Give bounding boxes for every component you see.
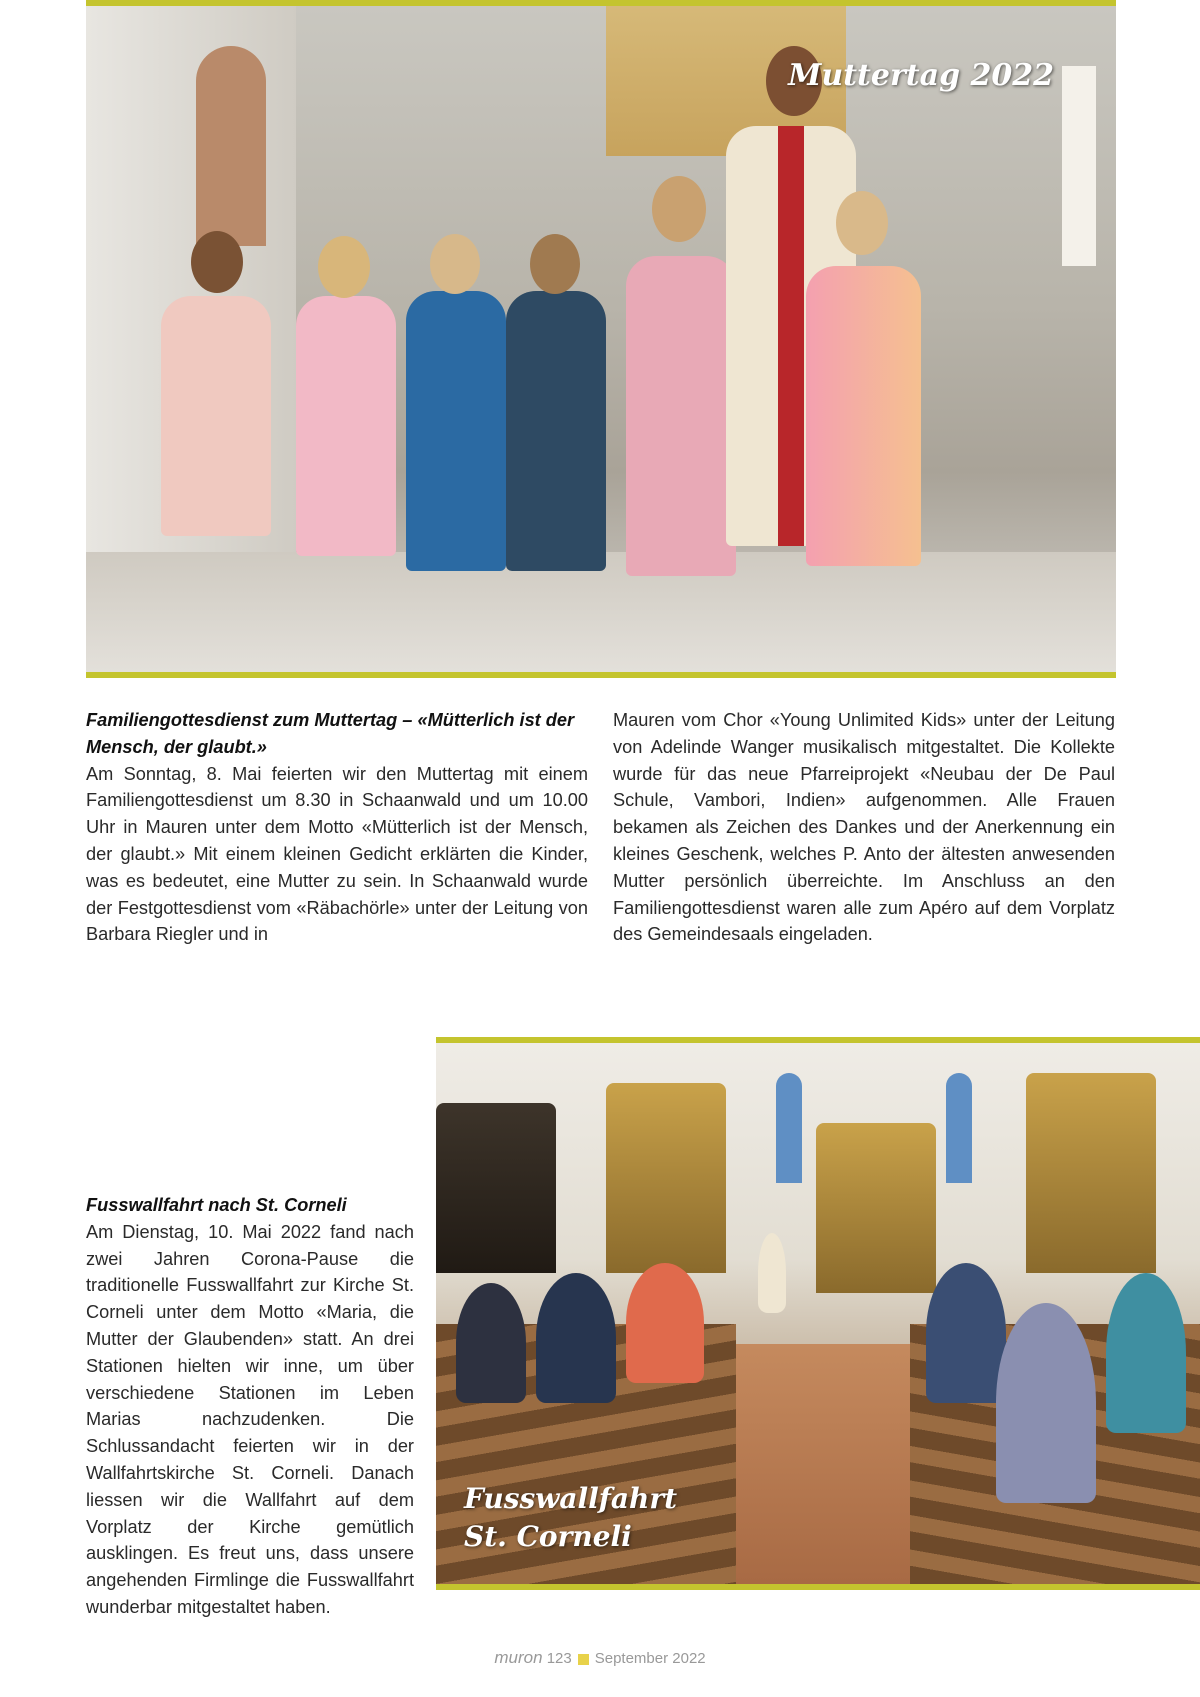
caption-line-1: Fusswallfahrt — [464, 1482, 678, 1515]
page-footer — [0, 1648, 1200, 1668]
church-window — [946, 1073, 972, 1183]
congregation-member — [926, 1263, 1006, 1403]
congregation-member — [996, 1303, 1096, 1503]
main-altar — [816, 1123, 936, 1293]
side-altar-left — [606, 1083, 726, 1273]
child-head — [318, 236, 370, 298]
magazine-name: muron — [494, 1648, 543, 1667]
article-mothers-day-col2 — [613, 707, 1115, 948]
article-body-mothers-day-part2: Mauren vom Chor «Young Unlimited Kids» unter der Leitung von Adelinde Wanger musikalisch mitgestaltet. Die Kollekte wurde für das neue Pfarreiprojekt «Neubau der De Paul Schule, Vambori, Indien» aufgenommen. Alle Frauen bekamen als Zeichen des Dankes und der Anerkennung ein kleines Geschenk, welches P. Anto der ältesten anwesenden Mutter persönlich überreichte. Im Anschluss an den Familiengottesdienst waren alle zum Apéro auf dem Vorplatz des Gemeindesaals eingeladen. — [613, 710, 1115, 945]
congregation-member — [1106, 1273, 1186, 1433]
child-figure — [161, 296, 271, 536]
mothers-day-photo — [86, 0, 1116, 678]
article-body-pilgrimage: Am Dienstag, 10. Mai 2022 fand nach zwei Jahren Corona-Pause die traditionelle Fusswallfahrt zur Kirche St. Corneli unter dem Motto «Maria, die Mutter der Glaubenden» statt. An drei Stationen hielten wir inne, um über verschiedene Stationen im Leben Marias nachzudenken. Die Schlussandacht feierten wir in der Wallfahrtskirche St. Corneli. Danach liessen wir die Wallfahrt auf dem Vorplatz der Kirche gemütlich ausklingen. Es freut uns, dass unsere angehenden Firmlinge die Fusswallfahrt wunderbar mitgestaltet haben. — [86, 1221, 414, 1617]
child-figure — [406, 291, 506, 571]
issue-date: September 2022 — [594, 1650, 706, 1667]
child-head — [652, 176, 706, 242]
child-head — [430, 234, 480, 294]
issue-number: 123 — [546, 1650, 572, 1667]
caption-line-2: St. Corneli — [464, 1520, 632, 1553]
church-aisle — [736, 1344, 910, 1584]
pulpit — [436, 1103, 556, 1273]
child-figure — [806, 266, 921, 566]
article-mothers-day-col1 — [86, 707, 588, 948]
pilgrimage-photo — [436, 1037, 1200, 1590]
priest-at-ambo — [758, 1233, 786, 1313]
article-body-mothers-day-part1: Am Sonntag, 8. Mai feierten wir den Muttertag mit einem Familiengottesdienst um 8.30 in Schaanwald und um 10.00 Uhr in Mauren unter dem Motto «Mütterlich ist der Mensch, der glaubt.» Mit einem kleinen Gedicht erklärten die Kinder, was es bedeutet, eine Mutter zu sein. In Schaanwald wurde der Festgottesdienst vom «Räbachörle» unter der Leitung von Barbara Riegler und in — [86, 763, 588, 945]
congregation-member — [626, 1263, 704, 1383]
easter-candle — [1062, 66, 1096, 266]
article-pilgrimage — [86, 1192, 414, 1621]
child-figure — [506, 291, 606, 571]
child-head — [836, 191, 888, 255]
child-figure — [626, 256, 736, 576]
photo-caption-mothers-day: Muttertag 2022 — [788, 58, 1054, 93]
congregation-member — [536, 1273, 616, 1403]
child-head — [191, 231, 243, 293]
side-altar-right — [1026, 1073, 1156, 1273]
photo-caption-pilgrimage — [464, 1480, 677, 1556]
church-window — [776, 1073, 802, 1183]
article-heading-pilgrimage: Fusswallfahrt nach St. Corneli — [86, 1195, 347, 1215]
footer-square-icon — [578, 1654, 589, 1665]
article-heading-mothers-day: Familiengottesdienst zum Muttertag – «Mütterlich ist der Mensch, der glaubt.» — [86, 710, 575, 757]
arch-window — [196, 46, 266, 246]
child-head — [530, 234, 580, 294]
congregation-member — [456, 1283, 526, 1403]
child-figure — [296, 296, 396, 556]
